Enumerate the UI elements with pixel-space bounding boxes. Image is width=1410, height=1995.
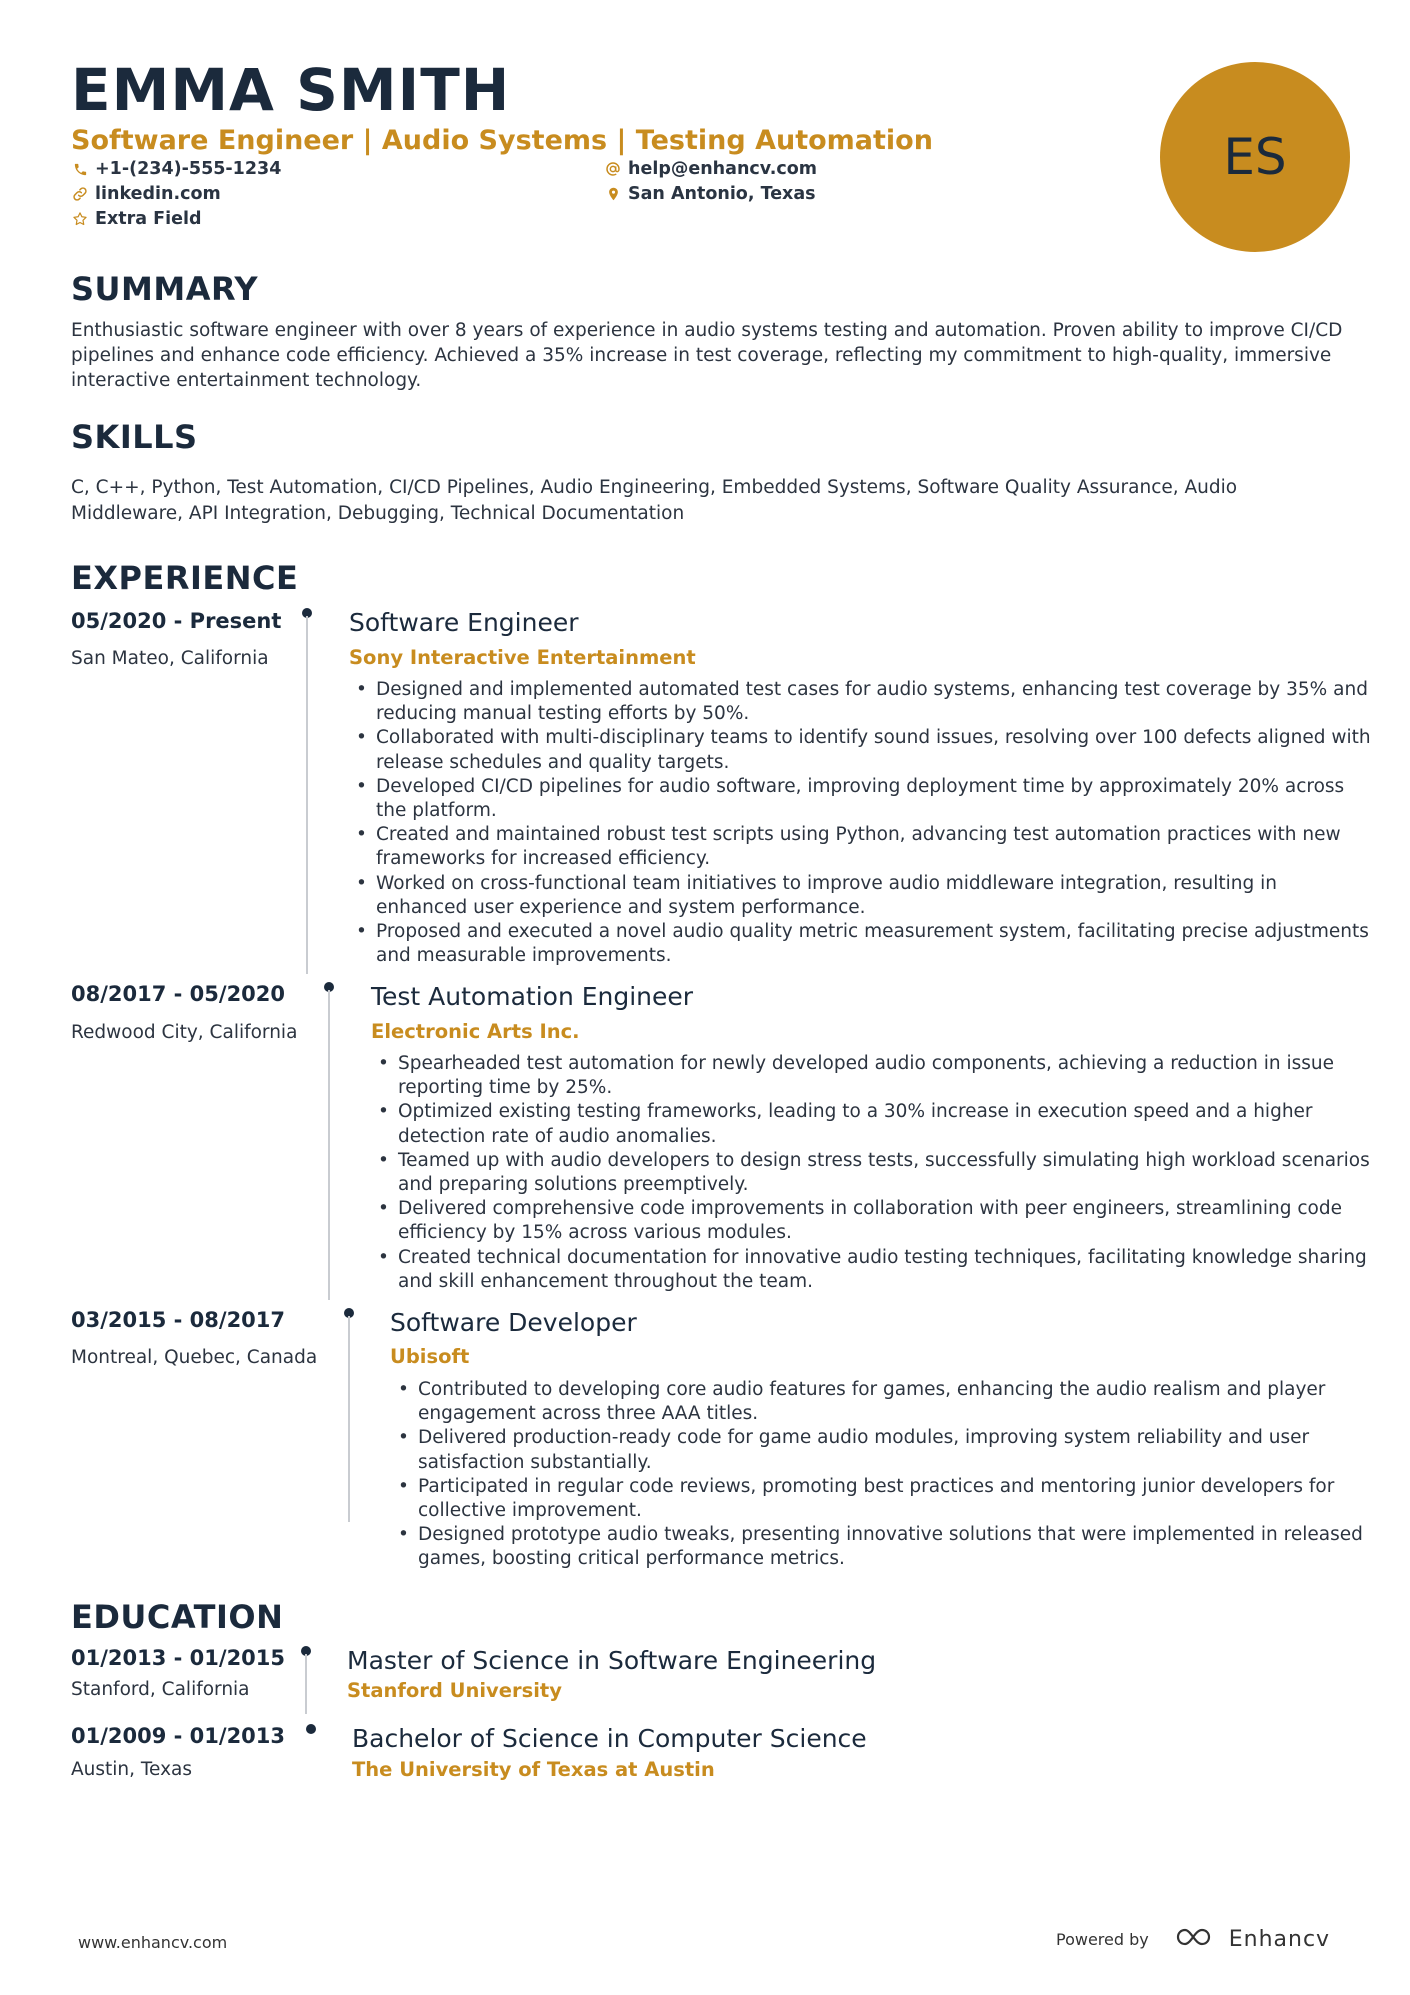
bullet-item: • Collaborated with multi-disciplinary teams to identify sound issues, resolving over 100 defects aligned with release schedules and quality targets. (376, 726, 1372, 774)
bullet-item: • Designed prototype audio tweaks, presenting innovative solutions that were implemented in released games, boosting critical performance metrics. (418, 1523, 1372, 1571)
phone-icon (71, 160, 89, 178)
phone-text: +1-(234)-555-1234 (95, 159, 282, 179)
bullet-item: • Created technical documentation for innovative audio testing techniques, facilitating knowledge sharing and skill enhancement throughout the team. (398, 1246, 1372, 1294)
timeline-line (348, 1316, 350, 1522)
bullet-item: • Participated in regular code reviews, promoting best practices and mentoring junior developers for collective improvement. (418, 1475, 1372, 1523)
candidate-name: EMMA SMITH (71, 56, 511, 124)
powered-by-text: Powered by (1056, 1929, 1149, 1949)
experience-bullets (372, 1052, 1372, 1294)
experience-bullets (392, 1378, 1372, 1572)
bullet-item: • Created and maintained robust test scripts using Python, advancing test automation practices with new frameworks for increased efficiency. (376, 823, 1372, 871)
bullet-item: • Proposed and executed a novel audio quality metric measurement system, facilitating precise adjustments and measurable improvements. (376, 920, 1372, 968)
contact-extra (71, 207, 202, 231)
summary-heading: SUMMARY (71, 270, 259, 308)
education-degree: Bachelor of Science in Computer Science (352, 1724, 867, 1753)
experience-company: Electronic Arts Inc. (371, 1020, 580, 1043)
bullet-item: • Contributed to developing core audio features for games, enhancing the audio realism and player engagement across three AAA titles. (418, 1378, 1372, 1426)
contact-email (604, 157, 817, 181)
extra-text: Extra Field (95, 209, 202, 229)
experience-date: 05/2020 - Present (71, 609, 282, 633)
experience-company: Ubisoft (390, 1345, 470, 1368)
experience-location: San Mateo, California (71, 648, 269, 669)
contact-phone (71, 157, 281, 181)
candidate-title: Software Engineer | Audio Systems | Testing Automation (71, 125, 933, 156)
avatar-initials: ES (1223, 128, 1287, 186)
at-icon (604, 160, 622, 178)
avatar (1160, 62, 1350, 252)
experience-role: Software Engineer (349, 608, 579, 637)
skills-heading: SKILLS (71, 418, 198, 456)
timeline-line (306, 616, 308, 974)
experience-date: 08/2017 - 05/2020 (71, 982, 286, 1006)
experience-date: 03/2015 - 08/2017 (71, 1308, 286, 1332)
bullet-item: • Delivered production-ready code for game audio modules, improving system reliability and user satisfaction substantially. (418, 1426, 1372, 1474)
education-date: 01/2009 - 01/2013 (71, 1724, 286, 1748)
summary-text: Enthusiastic software engineer with over 8 years of experience in audio systems testing and automation. Proven ability to improve CI/CD pipelines and enhance code efficiency. Achieved a 35% increase in test coverage, reflecting my commitment to high-quality, immersive interactive entertainment technology. (71, 320, 1343, 391)
education-school: Stanford University (347, 1679, 562, 1702)
bullet-item: • Worked on cross-functional team initiatives to improve audio middleware integration, resulting in enhanced user experience and system performance. (376, 872, 1372, 920)
experience-role: Software Developer (390, 1308, 637, 1337)
email-text[interactable]: help@enhancv.com (628, 159, 818, 179)
experience-location: Montreal, Quebec, Canada (71, 1347, 318, 1368)
experience-location: Redwood City, California (71, 1022, 298, 1043)
education-location: Stanford, California (71, 1679, 250, 1700)
timeline-dot (306, 1724, 316, 1734)
education-school: The University of Texas at Austin (352, 1758, 715, 1781)
bullet-item: • Delivered comprehensive code improvements in collaboration with peer engineers, streamlining code efficiency by 15% across various modules. (398, 1197, 1372, 1245)
experience-heading: EXPERIENCE (71, 559, 299, 597)
experience-company: Sony Interactive Entertainment (349, 646, 696, 669)
education-degree: Master of Science in Software Engineering (347, 1646, 877, 1675)
location-text: San Antonio, Texas (628, 184, 816, 204)
bullet-item: • Optimized existing testing frameworks, leading to a 30% increase in execution speed and a higher detection rate of audio anomalies. (398, 1100, 1372, 1148)
experience-bullets (350, 678, 1372, 968)
footer-branding (1056, 1925, 1330, 1953)
enhancv-logo-icon (1175, 1925, 1221, 1953)
timeline-line (305, 1654, 307, 1714)
linkedin-text[interactable]: linkedin.com (95, 184, 221, 204)
bullet-item: • Teamed up with audio developers to design stress tests, successfully simulating high workload scenarios and preparing solutions preemptively. (398, 1149, 1372, 1197)
bullet-item: • Designed and implemented automated test cases for audio systems, enhancing test coverage by 35% and reducing manual testing efforts by 50%. (376, 678, 1372, 726)
bullet-item: • Developed CI/CD pipelines for audio software, improving deployment time by approximately 20% across the platform. (376, 775, 1372, 823)
brand-name: Enhancv (1228, 1926, 1331, 1952)
contact-linkedin (71, 182, 221, 206)
bullet-item: • Spearheaded test automation for newly developed audio components, achieving a reduction in issue reporting time by 25%. (398, 1052, 1372, 1100)
experience-role: Test Automation Engineer (371, 982, 694, 1011)
timeline-line (328, 990, 330, 1300)
contact-location (604, 182, 816, 206)
map-pin-icon (604, 185, 622, 203)
link-icon (71, 185, 89, 203)
skills-text: C, C++, Python, Test Automation, CI/CD Pipelines, Audio Engineering, Embedded Systems, Software Quality Assurance, Audio Middleware, API Integration, Debugging, Technical Documentation (71, 477, 1238, 524)
education-date: 01/2013 - 01/2015 (71, 1646, 286, 1670)
footer-website[interactable]: www.enhancv.com (78, 1933, 228, 1952)
education-location: Austin, Texas (71, 1759, 193, 1780)
star-icon (71, 210, 89, 228)
education-heading: EDUCATION (71, 1598, 284, 1636)
